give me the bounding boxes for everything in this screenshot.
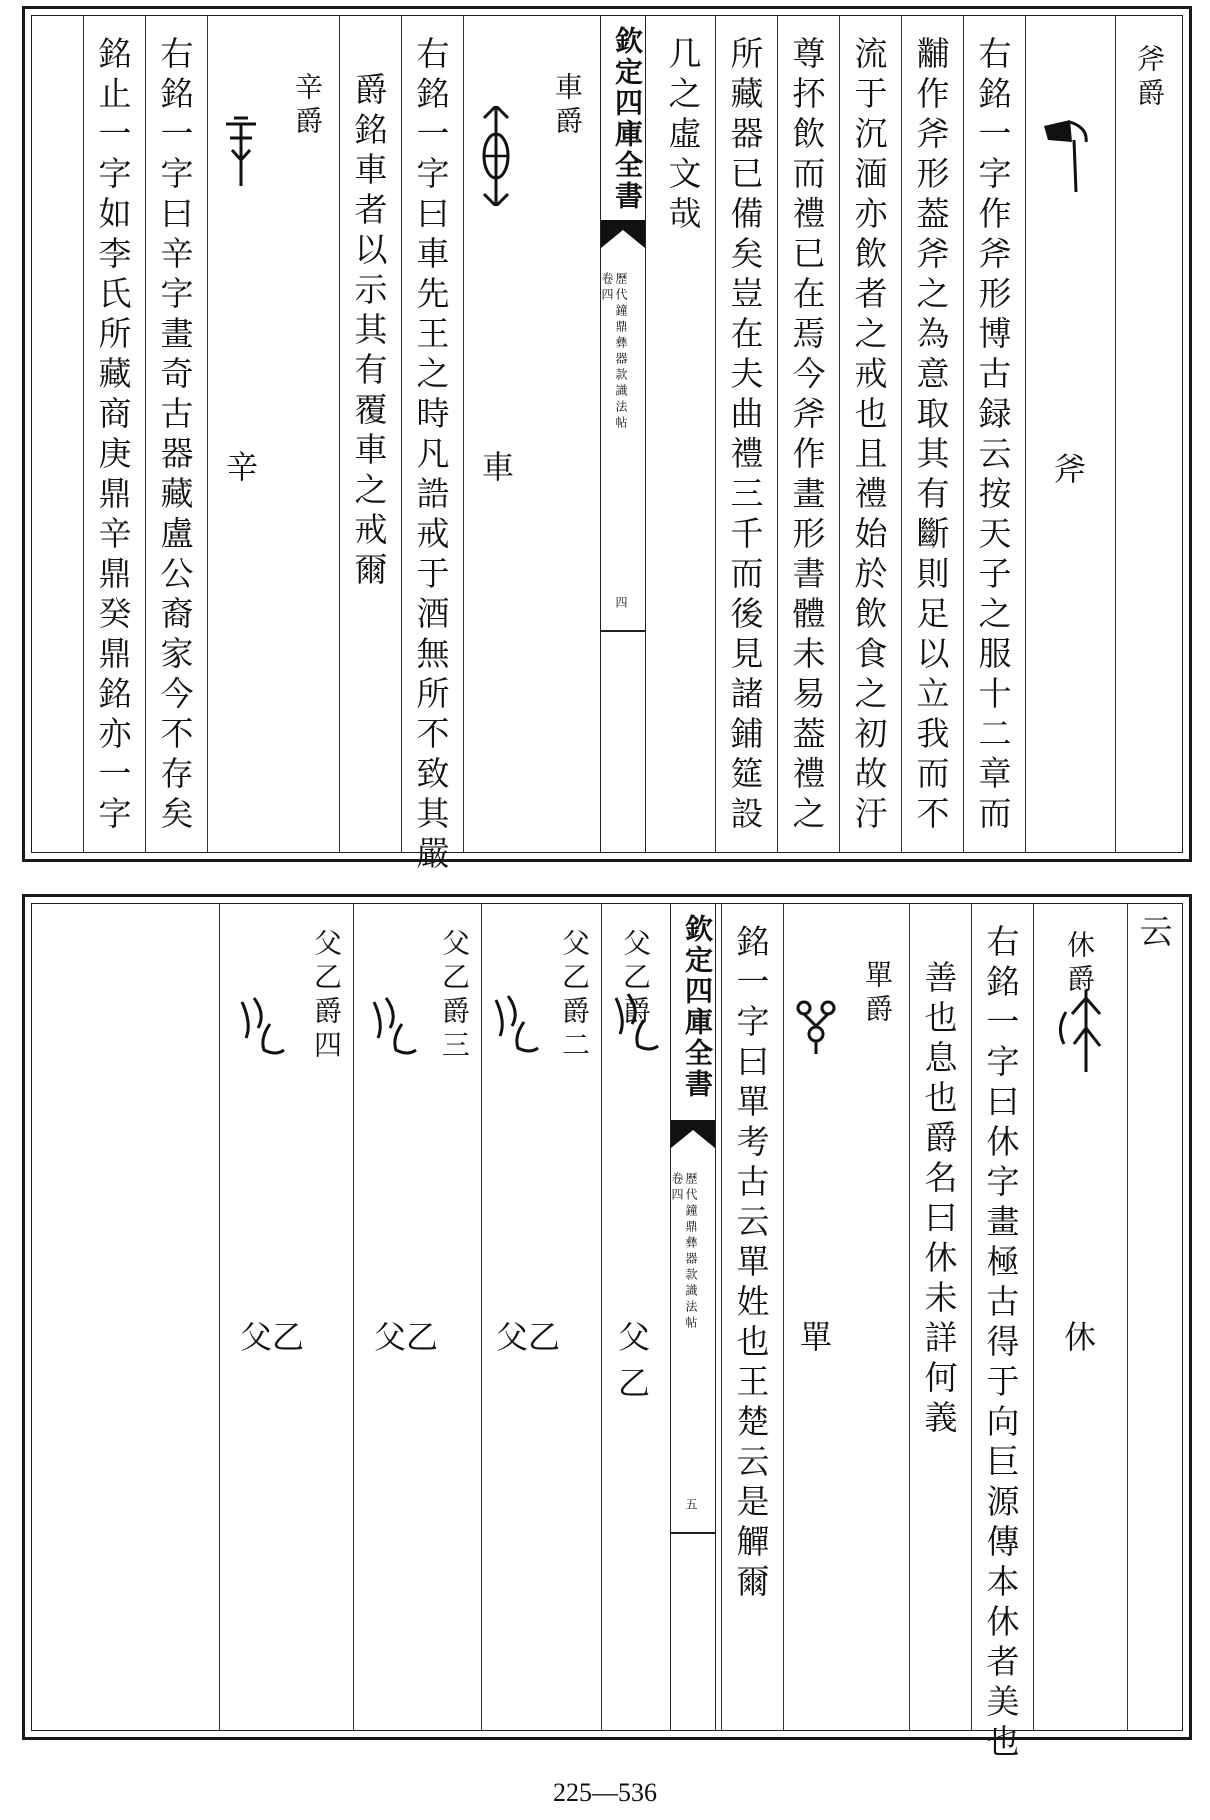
column-xin-glyph xyxy=(208,16,274,852)
fuyi-title-4: 父乙爵四 xyxy=(310,928,343,1064)
xin-transcription: 辛 xyxy=(226,448,259,486)
column-dan-glyph xyxy=(784,904,848,1730)
text-column: 銘止一字如李氏所藏商庚鼎辛鼎癸鼎銘亦一字 xyxy=(93,36,133,836)
fuyi-glyph-icon xyxy=(368,994,418,1060)
strip-leaf-number: 五 xyxy=(684,1498,698,1514)
fishtail-mark-icon xyxy=(601,220,645,260)
text-column: 流于沉湎亦飲者之戒也且禮始於飲食之初故汙 xyxy=(849,36,889,836)
book-title: 欽定四庫全書 xyxy=(681,914,714,1100)
xin-glyph-icon xyxy=(224,116,258,188)
fuyi-transcription-3: 父乙 xyxy=(374,1318,439,1356)
strip-work-title: 歷代鐘鼎彝器款識法帖 xyxy=(684,1172,698,1332)
column-xiu-glyph xyxy=(1034,904,1124,1730)
axe-vessel-title: 斧爵 xyxy=(1133,44,1166,112)
column-cart-title xyxy=(538,16,596,852)
centre-strip-top xyxy=(600,16,646,852)
page-number: 225—536 xyxy=(553,1778,657,1807)
fuyi-title-1: 父乙爵 xyxy=(619,928,652,1030)
text-column: 尊抔飲而禮已在焉今斧作畫形書體未易葢禮之 xyxy=(787,36,827,836)
text-column: 右銘一字曰休字畫極古得于向巨源傳本休者美也 xyxy=(981,924,1021,1764)
text-column: 黼作斧形葢斧之為意取其有斷則足以立我而不 xyxy=(911,36,951,836)
text-column: 銘一字曰單考古云單姓也王楚云是觶爾 xyxy=(731,924,771,1604)
axe-transcription: 斧 xyxy=(1054,450,1087,488)
xiu-transcription: 休 xyxy=(1064,1318,1097,1356)
xin-vessel-title: 辛爵 xyxy=(291,72,324,140)
strip-leaf-number: 四 xyxy=(614,596,628,612)
column-cart-glyph xyxy=(462,16,532,852)
fuyi-glyph-icon xyxy=(236,994,286,1060)
fuyi-glyph-icon xyxy=(610,990,660,1056)
dan-vessel-title: 單爵 xyxy=(861,960,894,1028)
column-fuyi-3 xyxy=(354,904,478,1730)
dan-transcription: 單 xyxy=(800,1318,833,1356)
strip-juan: 卷四 xyxy=(670,1172,684,1204)
bottom-leaf-frame xyxy=(31,903,1183,1764)
cart-transcription: 車 xyxy=(482,448,515,486)
strip-juan: 卷四 xyxy=(600,272,614,304)
cart-vessel-title: 車爵 xyxy=(551,72,584,140)
column-xin-title xyxy=(278,16,336,852)
fishtail-mark-icon xyxy=(671,1120,715,1160)
xiu-vessel-title: 休爵 xyxy=(1063,930,1096,998)
carry-over-text: 云 xyxy=(1134,914,1174,954)
text-column: 右銘一字作斧形博古録云按天子之服十二章而 xyxy=(973,36,1013,836)
fuyi-transcription-4: 父乙 xyxy=(240,1318,305,1356)
fuyi-title-2: 父乙爵二 xyxy=(558,928,591,1064)
cart-glyph-icon xyxy=(476,106,516,206)
xiu-glyph-icon xyxy=(1054,984,1104,1074)
fuyi-transcription-1: 父乙 xyxy=(618,1318,651,1402)
text-column: 右銘一字曰車先王之時凡誥戒于酒無所不致其嚴 xyxy=(411,36,451,876)
text-column: 右銘一字曰辛字畫奇古器藏盧公裔家今不存矣 xyxy=(155,36,195,836)
text-column: 几之虛文哉 xyxy=(663,36,703,236)
column-dan-title xyxy=(848,904,906,1730)
column-fuyi-4 xyxy=(220,904,350,1730)
column-fuyi-1 xyxy=(602,904,668,1730)
column-axe-title xyxy=(1120,16,1178,852)
book-title: 欽定四庫全書 xyxy=(611,26,644,212)
fuyi-title-3: 父乙爵三 xyxy=(438,928,471,1064)
text-column: 所藏器已備矣豈在夫曲禮三千而後見諸鋪筵設 xyxy=(725,36,765,836)
centre-strip-bottom xyxy=(670,904,716,1730)
top-leaf xyxy=(22,6,1192,876)
bottom-leaf xyxy=(22,894,1192,1764)
column-axe-glyph xyxy=(1026,16,1112,852)
axe-glyph-icon xyxy=(1040,112,1100,202)
column-fuyi-2 xyxy=(482,904,598,1730)
fuyi-transcription-2: 父乙 xyxy=(496,1318,561,1356)
fuyi-glyph-icon xyxy=(490,992,540,1058)
text-column: 爵銘車者以示其有覆車之戒爾 xyxy=(349,72,389,592)
top-leaf-frame xyxy=(31,15,1183,876)
strip-work-title: 歷代鐘鼎彝器款識法帖 xyxy=(614,272,628,432)
text-column: 善也息也爵名曰休未詳何義 xyxy=(919,960,959,1440)
dan-glyph-icon xyxy=(796,1000,836,1056)
column-carry-over xyxy=(1130,904,1178,1730)
